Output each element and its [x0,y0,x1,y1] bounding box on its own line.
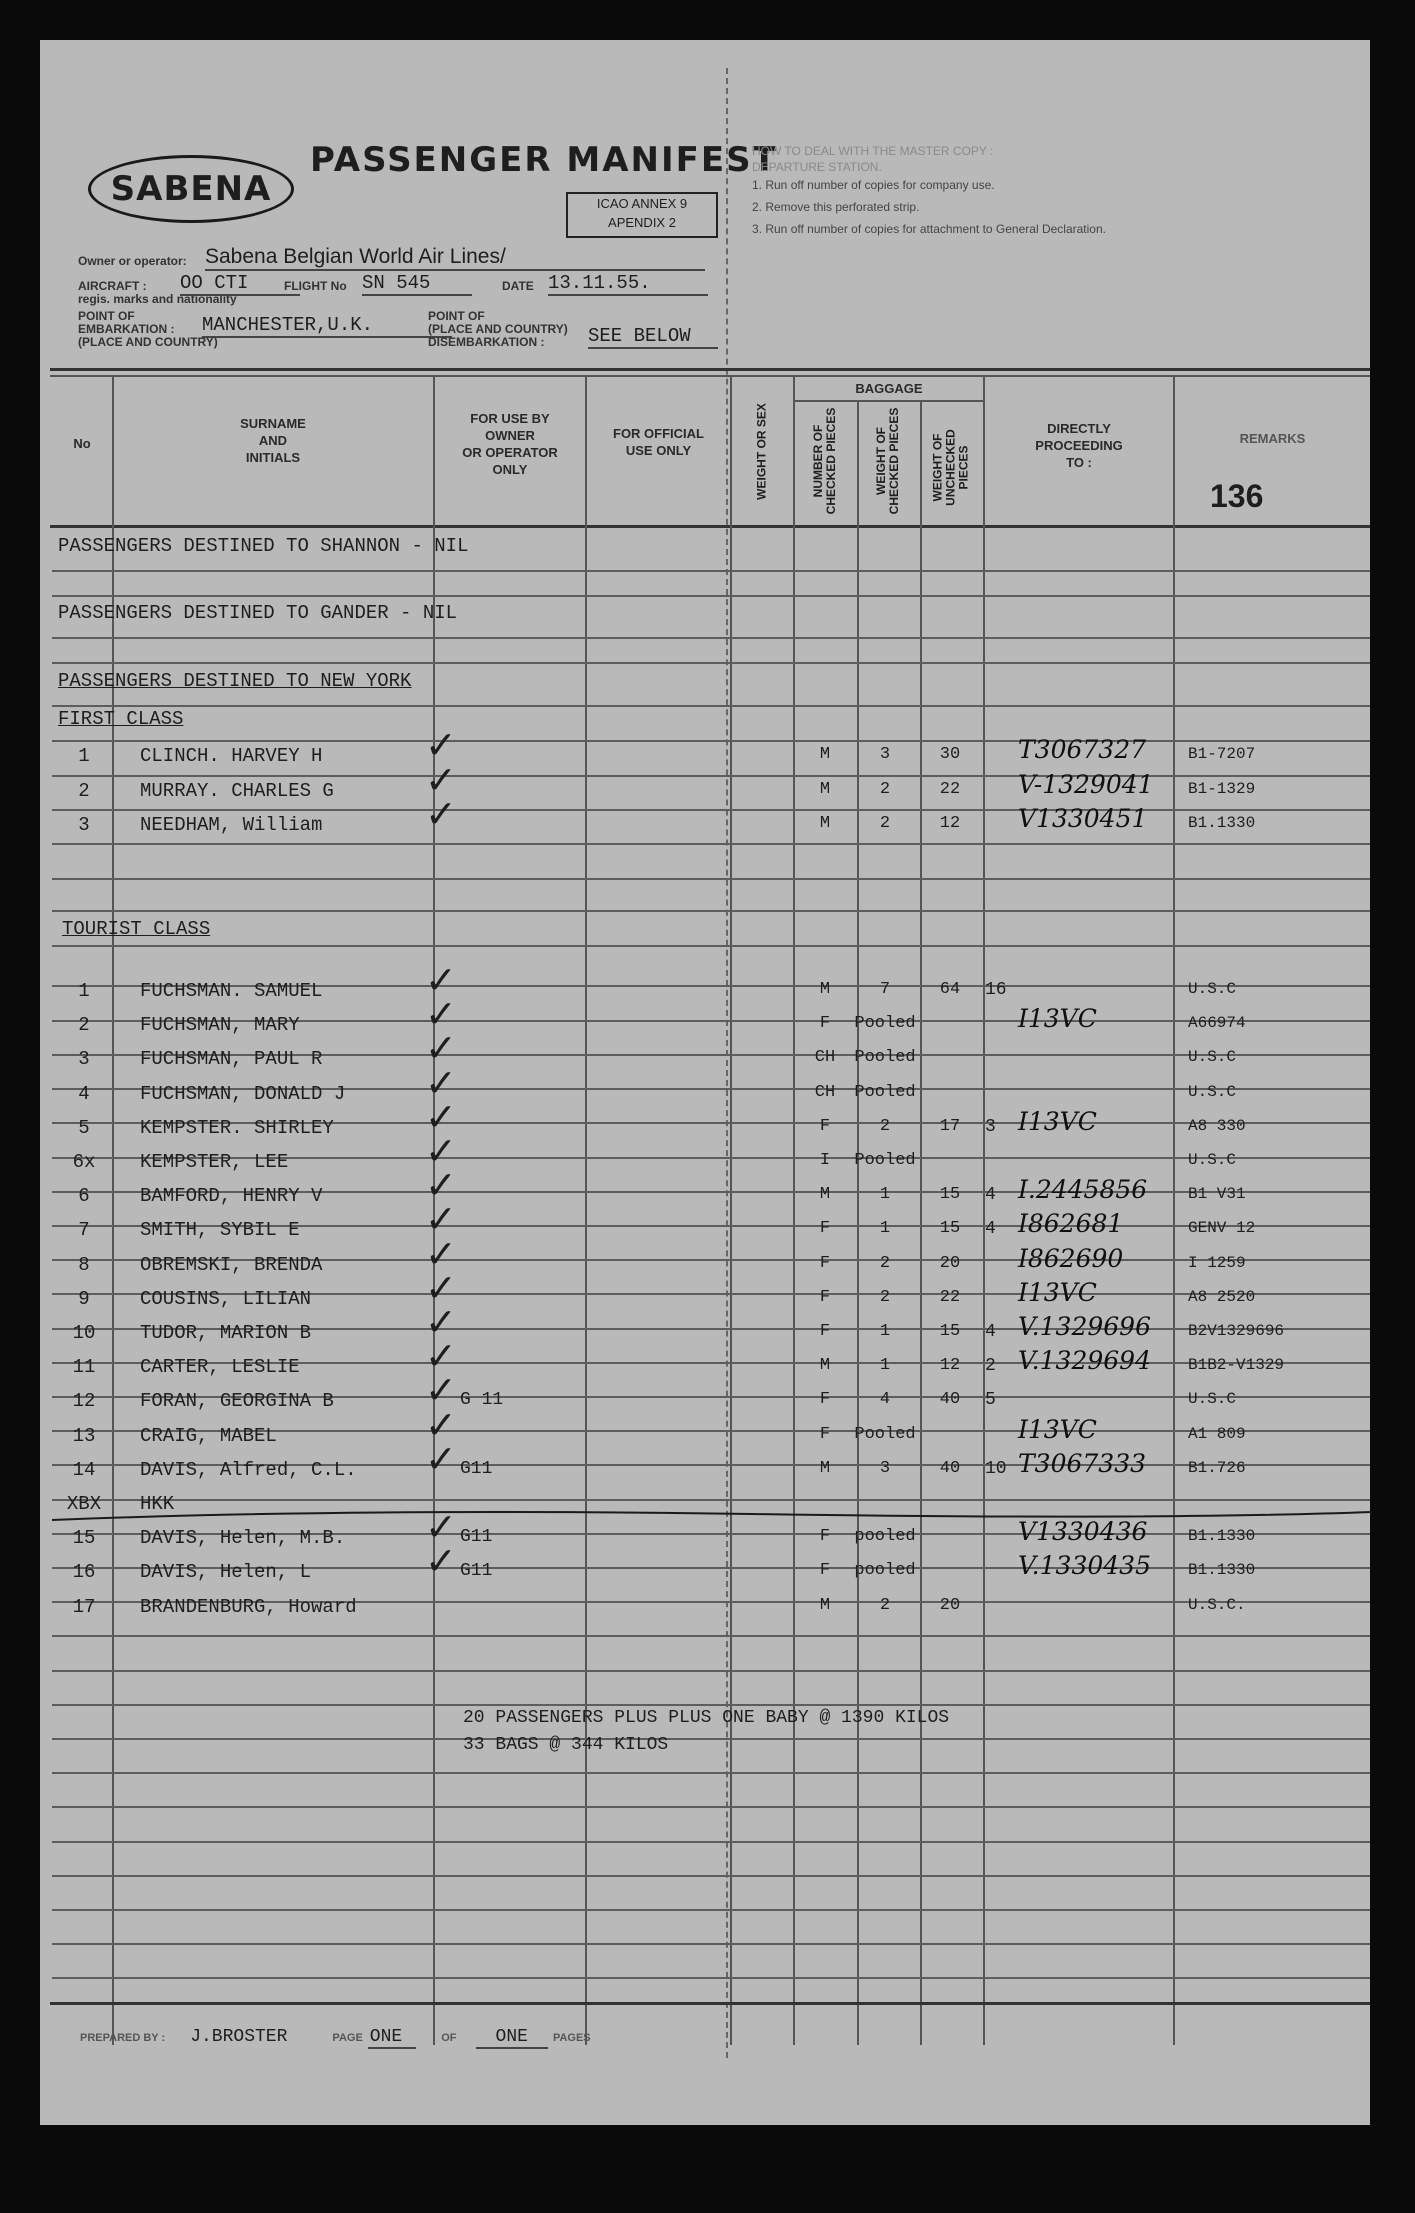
section-first-class: FIRST CLASS [58,708,184,730]
passenger-no: 1 [78,980,90,1002]
prepared-label: PREPARED BY : [80,2032,166,2044]
surname-hdr-2: AND [258,433,288,448]
table-bottom-rule [50,2002,1370,2005]
remark-value: U.S.C [1188,1048,1237,1067]
row-rule [52,1635,1370,1637]
date-label: DATE [502,279,534,293]
checked-pieces: 2 [879,1116,891,1136]
passenger-no: 3 [78,1048,90,1071]
instruction-1: 1. Run off number of copies for company use. [752,178,995,192]
page-label: PAGE [332,2032,363,2044]
embarkation-value: MANCHESTER,U.K. [202,314,452,338]
checked-pieces: 2 [879,814,891,833]
passenger-name: KEMPSTER. SHIRLEY [140,1116,334,1139]
row-rule [52,1704,1370,1706]
remark-value: A1 809 [1188,1424,1246,1443]
checked-pieces: Pooled [854,1424,916,1444]
checked-pieces: pooled [854,1527,916,1547]
passenger-no: 16 [72,1561,96,1584]
remark-value: A8 330 [1188,1116,1246,1135]
remark-value: U.S.C [1188,1151,1237,1169]
check-mark-icon: ✓ [425,757,457,802]
embark-label-3: (PLACE AND COUNTRY) [78,335,218,349]
proceeding-ticket: I.2445856 [1018,1175,1148,1205]
col-unchecked-wt-header: WEIGHT OF UNCHECKED PIECES [930,429,971,506]
page-value: ONE [368,2027,416,2049]
disembark-label-2: (PLACE AND COUNTRY) [428,322,568,336]
check-mark-icon: ✓ [425,1197,457,1242]
col-line-no [112,375,114,2045]
proceeding-ticket: V-1329041 [1018,769,1154,799]
checked-pieces: 1 [879,1356,891,1376]
date-value: 13.11.55. [548,272,708,296]
passenger-no: 7 [78,1219,90,1242]
remark-value: I 1259 [1188,1253,1246,1272]
passenger-no: 2 [78,1014,90,1037]
summary-line-2: 33 BAGS @ 344 KILOS [463,1735,669,1755]
instruction-2: 2. Remove this perforated strip. [752,200,920,214]
passenger-no: 17 [72,1595,96,1618]
proceeding-ticket: I862690 [1018,1243,1124,1273]
weight-or-sex: M [819,1458,831,1478]
checked-weight: 22 [939,779,961,799]
col-proceeding-header [985,420,1173,471]
col-line-owner [585,375,587,2045]
table-top-rule-2 [50,375,1370,377]
owner-hdr-1: FOR USE BY [470,411,550,426]
owner-value: Sabena Belgian World Air Lines/ [205,245,705,271]
weight-or-sex: F [819,1253,831,1273]
manifest-sheet [40,40,1370,2125]
row-rule [52,637,1370,639]
remark-value: A66974 [1188,1014,1246,1033]
col-checked-num-header: NUMBER OF CHECKED PIECES [811,407,838,515]
owner-use: G11 [460,1561,493,1582]
passenger-name: NEEDHAM, William [140,814,323,836]
checked-pieces: 4 [879,1390,891,1410]
checked-pieces: 2 [879,1287,891,1307]
flight-value: SN 545 [362,272,472,296]
check-mark-icon: ✓ [425,1026,457,1071]
disembarkation-value: SEE BELOW [588,325,718,349]
col-line-proceeding [1173,375,1175,2045]
section-tourist-class: TOURIST CLASS [62,918,211,940]
instruction-3: 3. Run off number of copies for attachment to General Declaration. [752,222,1106,236]
weight-or-sex: I [819,1151,831,1170]
owner-hdr-2: OWNER [485,428,535,443]
remark-value: A8 2520 [1188,1287,1256,1306]
baggage-header: BAGGAGE [855,381,923,396]
check-mark-icon: ✓ [425,1334,457,1379]
checked-pieces: 1 [879,1185,891,1205]
passenger-no: 15 [72,1527,96,1550]
row-rule [52,843,1370,845]
passenger-name: BAMFORD, HENRY V [140,1185,323,1208]
checked-pieces: 2 [879,1253,891,1273]
aircraft-label: AIRCRAFT : [78,279,147,293]
col-official-header [587,425,730,459]
weight-or-sex: F [819,1322,831,1341]
passenger-name: CRAIG, MABEL [140,1424,277,1447]
passenger-name: FUCHSMAN, MARY [140,1014,300,1037]
owner-use: G 11 [460,1390,504,1411]
surname-hdr-3: INITIALS [245,450,301,465]
checked-pieces: 2 [879,779,891,799]
weight-or-sex: F [819,1561,831,1581]
section-gander: PASSENGERS DESTINED TO GANDER - NIL [58,602,458,624]
passenger-name: CARTER, LESLIE [140,1356,300,1379]
icao-line-2: APENDIX 2 [608,215,676,230]
owner-use: G11 [460,1458,493,1479]
row-rule [52,705,1370,707]
passenger-name: BRANDENBURG, Howard [140,1595,357,1618]
proceeding-hdr-1: DIRECTLY [1047,421,1111,436]
passenger-no: 3 [78,814,90,836]
row-rule [52,1841,1370,1843]
row-rule [52,595,1370,597]
icao-line-1: ICAO ANNEX 9 [596,196,688,211]
official-hdr-1: FOR OFFICIAL [613,426,704,441]
checked-pieces: Pooled [854,1014,916,1034]
passenger-no: 9 [78,1287,90,1310]
weight-or-sex: M [819,980,831,999]
row-rule [52,1977,1370,1979]
proceeding-ticket: V1330451 [1018,804,1148,833]
pages-value: ONE [476,2027,548,2049]
owner-hdr-4: ONLY [492,462,528,477]
check-mark-icon: ✓ [425,1300,457,1344]
check-mark-icon: ✓ [425,992,457,1037]
checked-pieces: 1 [879,1219,891,1239]
passenger-name: FUCHSMAN, PAUL R [140,1048,323,1071]
weight-or-sex: F [819,1116,831,1136]
proceeding-ticket: I13VC [1018,1004,1097,1034]
weight-or-sex: F [819,1287,831,1307]
unchecked-weight: 4 [985,1219,996,1240]
checked-pieces: 2 [879,1595,891,1615]
check-mark-icon: ✓ [425,723,457,767]
remark-value: B1.726 [1188,1458,1246,1477]
weight-or-sex: F [819,1219,831,1239]
proceeding-ticket: I13VC [1018,1414,1097,1444]
row-rule [52,1806,1370,1808]
row-rule [52,910,1370,912]
owner-use: G11 [460,1527,493,1548]
checked-weight: 40 [939,1458,961,1478]
checked-weight: 22 [939,1287,961,1307]
checked-pieces: pooled [854,1561,916,1581]
unchecked-weight: 5 [985,1390,996,1411]
owner-label: Owner or operator: [78,254,187,268]
surname-hdr-1: SURNAME [240,416,306,431]
check-mark-icon: ✓ [425,1436,457,1481]
passenger-no: 14 [72,1458,96,1481]
checked-pieces: 3 [879,745,891,764]
passenger-name: TUDOR, MARION B [140,1322,312,1344]
passenger-no: 6x [72,1151,96,1173]
row-rule [52,1943,1370,1945]
check-mark-icon: ✓ [425,792,457,836]
aircraft-value: OO CTI [180,272,300,296]
prepared-by: J.BROSTER [190,2027,288,2047]
checked-weight: 64 [939,980,961,999]
passenger-no: 6 [78,1185,90,1208]
checked-weight: 15 [939,1185,961,1205]
weight-or-sex: CH [814,1082,836,1102]
section-newyork: PASSENGERS DESTINED TO NEW YORK [58,670,412,692]
checked-weight: 20 [939,1595,961,1615]
weight-or-sex: M [819,1356,831,1376]
weight-or-sex: F [819,1424,831,1444]
page-stamp: 136 [1210,478,1264,514]
row-rule [52,570,1370,572]
check-mark-icon: ✓ [425,1402,457,1447]
footer [80,2025,591,2047]
embark-label-2: EMBARKATION : [78,322,175,336]
col-surname-header [114,415,432,466]
checked-pieces: Pooled [854,1082,916,1102]
row-rule [52,878,1370,880]
check-mark-icon: ✓ [425,1060,457,1105]
section-shannon: PASSENGERS DESTINED TO SHANNON - NIL [58,535,469,557]
proceeding-ticket: V1330436 [1018,1517,1148,1547]
passenger-no: 2 [78,779,90,802]
col-no-header: No [73,436,91,451]
proceeding-ticket: V.1329694 [1018,1346,1151,1376]
passenger-name: FORAN, GEORGINA B [140,1390,334,1413]
remark-value: U.S.C [1188,980,1237,998]
passenger-no: 11 [72,1356,96,1379]
passenger-name: SMITH, SYBIL E [140,1219,300,1242]
remark-value: U.S.C [1188,1082,1237,1101]
passenger-name: MURRAY. CHARLES G [140,779,334,802]
checked-weight: 12 [939,814,961,833]
official-hdr-2: USE ONLY [625,443,692,458]
check-mark-icon: ✓ [425,1368,457,1413]
row-rule [52,1772,1370,1774]
embark-label-1: POINT OF [78,309,135,323]
proceeding-ticket: T3067333 [1018,1448,1147,1478]
passenger-name: DAVIS, Helen, M.B. [140,1527,346,1550]
remark-value: U.S.C [1188,1390,1237,1409]
unchecked-weight: 3 [985,1116,996,1137]
unchecked-weight: 2 [985,1356,996,1377]
weight-or-sex: F [819,1527,831,1547]
icao-box [566,192,718,238]
checked-weight: 15 [939,1219,961,1239]
col-line-official [730,375,732,2045]
remark-value: B1.1330 [1188,1527,1256,1546]
remark-value: B1.1330 [1188,814,1256,832]
proceeding-ticket: V.1330435 [1018,1551,1151,1581]
table-top-rule [50,368,1370,371]
passenger-no: 13 [72,1424,96,1447]
check-mark-icon: ✓ [425,958,457,1002]
check-mark-icon: ✓ [425,1539,457,1584]
passenger-name: DAVIS, Alfred, C.L. [140,1458,357,1481]
sabena-logo: SABENA [88,155,294,223]
row-rule [52,809,1370,811]
checked-weight: 17 [939,1116,961,1136]
passenger-no: 5 [78,1116,90,1139]
row-rule [52,740,1370,742]
passenger-name: COUSINS, LILIAN [140,1287,312,1310]
passenger-no: 10 [72,1322,96,1344]
remark-value: B1-7207 [1188,745,1256,763]
owner-hdr-3: OR OPERATOR [462,445,558,460]
strike-line [52,1498,1372,1538]
checked-weight: 40 [939,1390,961,1410]
checked-pieces: Pooled [854,1048,916,1068]
check-mark-icon: ✓ [425,1505,457,1550]
passenger-name: FUCHSMAN, DONALD J [140,1082,346,1105]
passenger-no: 1 [78,745,90,767]
weight-or-sex: M [819,814,831,833]
passenger-no: XBX [66,1493,102,1515]
remark-value: B1B2-V1329 [1188,1356,1285,1375]
perforation-line [726,68,728,2058]
check-mark-icon: ✓ [425,1163,457,1208]
passenger-name: DAVIS, Helen, L [140,1561,312,1584]
passenger-name: OBREMSKI, BRENDA [140,1253,323,1276]
remark-value: B1.1330 [1188,1561,1256,1580]
aircraft-sub-label: regis. marks and nationality [78,292,237,306]
row-rule [52,662,1370,664]
passenger-name: HKK [140,1493,175,1515]
col-line-sex [793,375,795,2045]
passenger-no: 8 [78,1253,90,1276]
checked-weight: 20 [939,1253,961,1273]
checked-pieces: 7 [879,980,891,999]
weight-or-sex: F [819,1390,831,1410]
row-rule [52,945,1370,947]
check-mark-icon: ✓ [425,1129,457,1173]
pages-label: PAGES [552,2032,591,2044]
check-mark-icon: ✓ [425,1265,457,1310]
disembark-label-1: POINT OF [428,309,485,323]
weight-or-sex: M [819,1595,831,1615]
unchecked-weight: 4 [985,1322,996,1342]
check-mark-icon: ✓ [425,1231,457,1276]
instructions-sub: DEPARTURE STATION. [752,160,882,174]
proceeding-ticket: I862681 [1018,1209,1124,1239]
row-rule [52,1670,1370,1672]
col-remarks-header: REMARKS [1239,431,1306,446]
disembark-label-3: DISEMBARKATION : [428,335,545,349]
passenger-no: 4 [78,1082,90,1105]
col-sex-header: WEIGHT OR SEX [754,403,769,500]
proceeding-ticket: I13VC [1018,1277,1097,1307]
weight-or-sex: M [819,779,831,799]
col-checked-wt-header: WEIGHT OF CHECKED PIECES [874,407,901,515]
unchecked-weight: 10 [985,1458,1007,1479]
col-owner-header [435,410,585,478]
checked-weight: 12 [939,1356,961,1376]
flight-label: FLIGHT No [284,279,347,293]
unchecked-weight: 16 [985,980,1007,1000]
unchecked-weight: 4 [985,1185,996,1206]
checked-weight: 15 [939,1322,961,1341]
checked-pieces: 1 [879,1322,891,1341]
document-title: PASSENGER MANIFEST [310,140,778,180]
weight-or-sex: F [819,1014,831,1034]
col-line-unch [983,375,985,2045]
remark-value: U.S.C. [1188,1595,1246,1614]
passenger-name: FUCHSMAN. SAMUEL [140,980,323,1002]
remark-value: B1-1329 [1188,779,1256,798]
table-header-rule [50,525,1370,528]
checked-pieces: Pooled [854,1151,916,1170]
weight-or-sex: M [819,745,831,764]
row-rule [52,775,1370,777]
row-rule [52,1909,1370,1911]
passenger-no: 12 [72,1390,96,1413]
weight-or-sex: CH [814,1048,836,1068]
row-rule [52,1875,1370,1877]
remark-value: GENV 12 [1188,1219,1256,1238]
passenger-name: KEMPSTER, LEE [140,1151,289,1173]
proceeding-ticket: V.1329696 [1018,1312,1151,1341]
row-rule [52,1738,1370,1740]
proceeding-hdr-2: PROCEEDING [1035,438,1123,453]
proceeding-ticket: T3067327 [1018,735,1147,764]
checked-weight: 30 [939,745,961,764]
proceeding-ticket: I13VC [1018,1106,1097,1136]
instructions [752,140,1106,240]
instructions-heading: HOW TO DEAL WITH THE MASTER COPY : [752,144,994,158]
of-label: OF [441,2032,457,2044]
weight-or-sex: M [819,1185,831,1205]
passenger-name: CLINCH. HARVEY H [140,745,323,767]
check-mark-icon: ✓ [425,1094,457,1139]
remark-value: B1 V31 [1188,1185,1246,1204]
remark-value: B2V1329696 [1188,1322,1285,1340]
summary-line-1: 20 PASSENGERS PLUS PLUS ONE BABY @ 1390 KILOS [463,1708,950,1728]
checked-pieces: 3 [879,1458,891,1478]
proceeding-hdr-3: TO : [1066,455,1092,470]
